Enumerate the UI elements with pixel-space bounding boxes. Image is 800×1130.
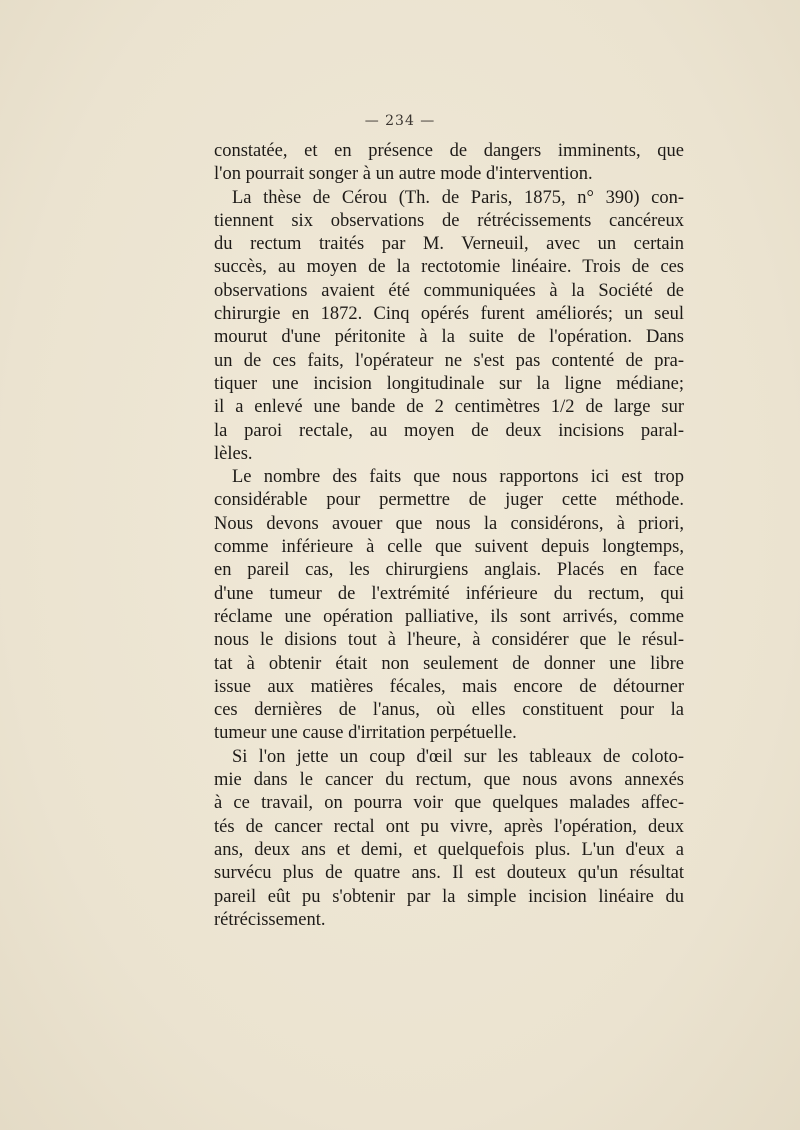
paragraph	[214, 140, 684, 187]
text-line: chirurgie en 1872. Cinq opérés furent améliorés; un seul	[214, 304, 684, 325]
text-line: survécu plus de quatre ans. Il est douteux qu'un résultat	[214, 863, 684, 884]
text-line: succès, au moyen de la rectotomie linéaire. Trois de ces	[214, 257, 684, 278]
text-line: ces dernières de l'anus, où elles constituent pour la	[214, 700, 684, 721]
text-line: un de ces faits, l'opérateur ne s'est pas contenté de pra-	[214, 350, 684, 371]
text-line: pareil eût pu s'obtenir par la simple incision linéaire du	[214, 886, 684, 907]
text-line: Si l'on jette un coup d'œil sur les tableaux de coloto-	[232, 746, 684, 767]
text-line: tés de cancer rectal ont pu vivre, après l'opération, deux	[214, 816, 684, 837]
text-line: en pareil cas, les chirurgiens anglais. Placés en face	[214, 560, 684, 581]
text-line: mourut d'une péritonite à la suite de l'opération. Dans	[214, 327, 684, 348]
text-line: d'une tumeur de l'extrémité inférieure du rectum, qui	[214, 583, 684, 604]
text-line: issue aux matières fécales, mais encore de détourner	[214, 676, 684, 697]
text-line: comme inférieure à celle que suivent depuis longtemps,	[214, 537, 684, 558]
text-line: tat à obtenir était non seulement de donner une libre	[214, 653, 684, 674]
text-line: constatée, et en présence de dangers imminents, que	[214, 141, 684, 161]
text-line: tumeur une cause d'irritation perpétuelle.	[214, 723, 517, 744]
text-line: ans, deux ans et demi, et quelquefois plus. L'un d'eux a	[214, 839, 684, 860]
text-line: réclame une opération palliative, ils sont arrivés, comme	[214, 606, 684, 627]
paragraph	[214, 187, 684, 467]
text-line: nous le disions tout à l'heure, à considérer que le résul-	[214, 630, 684, 651]
text-line: rétrécissement.	[214, 909, 326, 930]
text-line: considérable pour permettre de juger cette méthode.	[214, 490, 684, 511]
text-line: l'on pourrait songer à un autre mode d'intervention.	[214, 164, 593, 185]
body-text	[214, 140, 684, 932]
text-line: Nous devons avouer que nous la considérons, à priori,	[214, 513, 684, 534]
paragraph	[214, 746, 684, 932]
text-line: à ce travail, on pourra voir que quelques malades affec-	[214, 793, 684, 814]
text-line: Le nombre des faits que nous rapportons ici est trop	[232, 467, 684, 488]
text-line: du rectum traités par M. Verneuil, avec un certain	[214, 234, 684, 255]
text-line: La thèse de Cérou (Th. de Paris, 1875, n° 390) con-	[232, 187, 684, 208]
text-line: observations avaient été communiquées à la Société de	[214, 280, 684, 301]
text-line: lèles.	[214, 443, 253, 464]
paragraph	[214, 466, 684, 746]
text-line: mie dans le cancer du rectum, que nous avons annexés	[214, 770, 684, 791]
page-number: — 234 —	[364, 113, 436, 129]
text-line: tiquer une incision longitudinale sur la ligne médiane;	[214, 373, 684, 394]
text-line: la paroi rectale, au moyen de deux incisions paral-	[214, 420, 684, 441]
text-line: il a enlevé une bande de 2 centimètres 1/2 de large sur	[214, 397, 684, 418]
text-line: tiennent six observations de rétrécissements cancéreux	[214, 210, 684, 231]
